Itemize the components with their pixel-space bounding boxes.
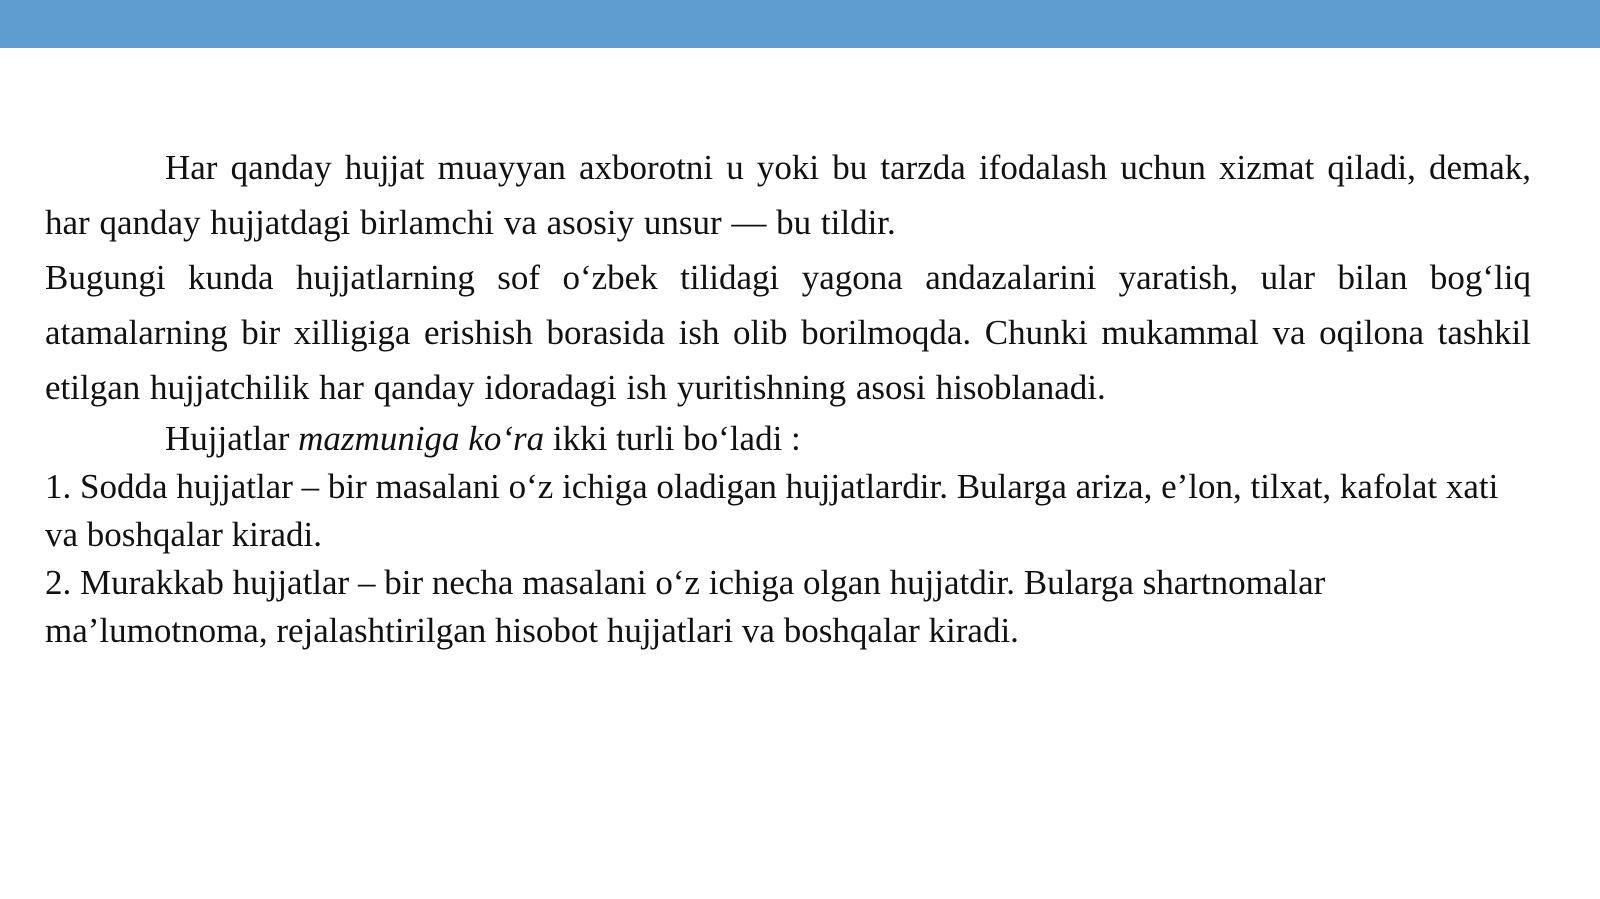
slide-text-body — [45, 140, 1531, 655]
list-item-1-text: 1. Sodda hujjatlar – bir masalani o‘z ichiga oladigan hujjatlardir. Bularga ariza, e’lon, tilxat, kafolat xati va boshqalar kiradi. — [45, 467, 1499, 554]
paragraph-document-types-intro — [45, 415, 1531, 463]
list-item-simple-documents — [45, 463, 1531, 559]
list-item-complex-documents — [45, 559, 1531, 655]
paragraph-document-language — [45, 140, 1531, 250]
paragraph-3-end: ikki turli bo‘ladi : — [544, 419, 801, 458]
paragraph-3-emphasis: mazmuniga ko‘ra — [298, 419, 545, 458]
paragraph-standardization — [45, 250, 1531, 415]
header-accent-bar — [0, 0, 1600, 48]
list-item-2-text: 2. Murakkab hujjatlar – bir necha masalani o‘z ichiga olgan hujjatdir. Bularga shartnomalar ma’lumotnoma, rejalashtirilgan hisobot hujjatlari va boshqalar kiradi. — [45, 563, 1326, 650]
paragraph-3-start: Hujjatlar — [165, 419, 299, 458]
paragraph-2-text: Bugungi kunda hujjatlarning sof o‘zbek tilidagi yagona andazalarini yaratish, ular bilan bog‘liq atamalarning bir xilligiga erishish borasida ish olib borilmoqda. Chunki mukammal va oqilona tashkil etilgan hujjatchilik har qanday idoradagi ish yuritishning asosi hisoblanadi. — [45, 258, 1531, 407]
paragraph-1-text: Har qanday hujjat muayyan axborotni u yoki bu tarzda ifodalash uchun xizmat qiladi, demak, har qanday hujjatdagi birlamchi va asosiy unsur — bu tildir. — [45, 148, 1531, 242]
